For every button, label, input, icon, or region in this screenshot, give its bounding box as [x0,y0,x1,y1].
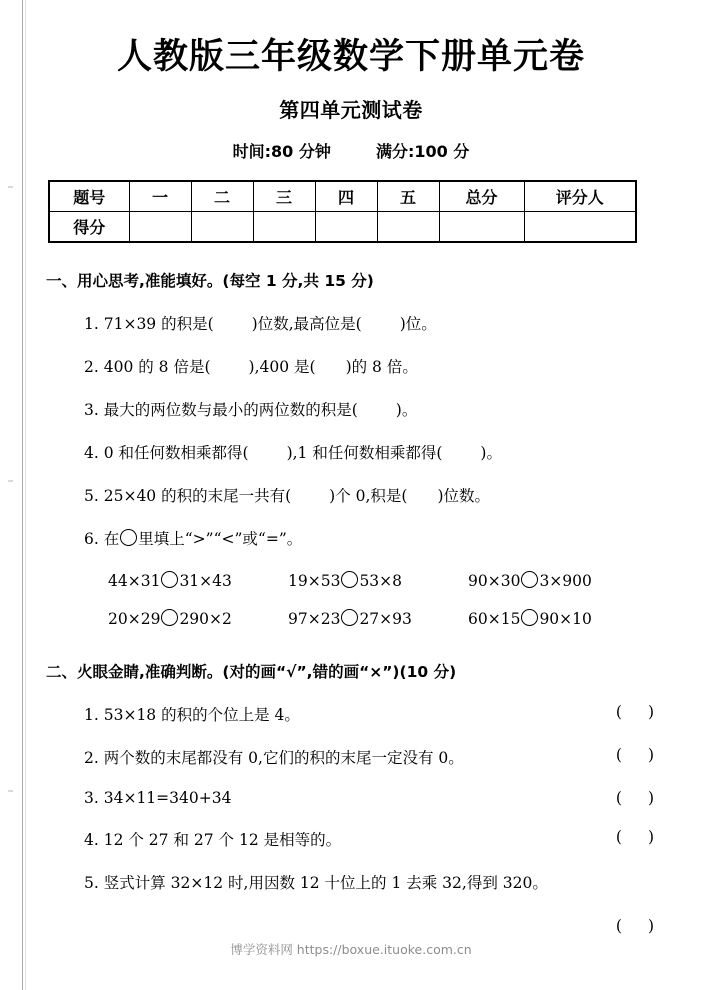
question-text-a: 25×40 的积的末尾一共有( [103,486,292,505]
compare-left: 20×29 [108,609,161,628]
question-number: 4. [84,443,99,462]
answer-parentheses[interactable] [616,746,654,764]
question-number: 4. [84,830,99,849]
compare-left: 90×30 [468,571,521,590]
paren-open: ( [615,788,622,807]
score-cell-3[interactable] [315,211,377,242]
compare-right: 53×8 [359,571,403,590]
page-subtitle: 第四单元测试卷 [279,97,423,122]
question-text-a: 71×39 的积是( [103,314,214,333]
answer-parentheses[interactable] [616,828,654,846]
time-limit: 时间:80 分钟 [232,141,331,161]
question-text: 34×11=340+34 [103,788,232,807]
question-number: 6. [84,529,99,548]
answer-parentheses[interactable] [616,789,654,807]
question-number: 1. [84,314,99,333]
truefalse-2-5-answer-line [0,893,702,937]
paren-close: ) [647,702,654,721]
question-text-b: ),400 是( [248,357,316,376]
score-table-row-label-1: 得分 [49,211,129,242]
compare-right: 3×900 [539,571,592,590]
question-number: 2. [84,357,99,376]
question-1-3 [0,377,702,420]
score-table-row-label-0: 题号 [49,181,129,212]
question-text: 两个数的末尾都没有 0,它们的积的末尾一定没有 0。 [103,748,464,767]
truefalse-2-3 [0,768,702,807]
comparison-row-1 [0,549,702,590]
compare-right: 90×10 [539,609,592,628]
comparison-item [108,571,288,590]
score-cell-1[interactable] [191,211,253,242]
score-table [48,180,637,243]
compare-left: 19×53 [288,571,341,590]
paren-close: ) [647,788,654,807]
score-table-col-4: 五 [377,181,439,212]
comparison-item [288,571,468,590]
compare-circle-icon[interactable] [341,571,358,588]
compare-left: 97×23 [288,609,341,628]
question-number: 1. [84,705,99,724]
section-heading-2: 二、火眼金睛,准确判断。(对的画“√”,错的画“×”)(10 分) [46,662,457,681]
page-title: 人教版三年级数学下册单元卷 [116,37,585,77]
question-text: 竖式计算 32×12 时,用因数 12 十位上的 1 去乘 32,得到 320。 [103,873,548,892]
truefalse-2-5 [0,850,702,893]
compare-circle-icon[interactable] [521,571,538,588]
question-text-a: 400 的 8 倍是( [103,357,211,376]
question-text-a: 在 [103,529,120,548]
compare-left: 60×15 [468,609,521,628]
score-cell-6[interactable] [524,211,636,242]
paren-close: ) [647,916,654,935]
compare-right: 290×2 [179,609,232,628]
truefalse-2-4 [0,807,702,850]
question-text-b: )个 0,积是( [329,486,408,505]
total-score: 满分:100 分 [376,141,470,161]
comparison-item [468,571,648,590]
score-cell-0[interactable] [129,211,191,242]
question-number: 5. [84,486,99,505]
truefalse-2-2 [0,725,702,768]
question-text-a: 0 和任何数相乘都得( [103,443,249,462]
question-1-6 [0,506,702,549]
score-table-value-row [49,211,636,242]
question-text: 12 个 27 和 27 个 12 是相等的。 [103,830,342,849]
compare-circle-icon[interactable] [161,609,178,626]
question-text-b: ),1 和任何数相乘都得( [286,443,443,462]
footer-watermark: 博学资料网 https://boxue.ituoke.com.cn [230,942,472,957]
paren-close: ) [647,827,654,846]
score-cell-4[interactable] [377,211,439,242]
question-1-2 [0,334,702,377]
score-cell-5[interactable] [439,211,524,242]
compare-circle-icon[interactable] [120,529,137,546]
question-number: 3. [84,788,99,807]
exam-meta [0,123,702,162]
question-number: 2. [84,748,99,767]
score-table-col-6: 评分人 [524,181,636,212]
question-text-c: )位数。 [437,486,491,505]
paren-open: ( [615,745,622,764]
score-table-container [0,162,702,243]
question-text-c: )。 [395,400,418,419]
score-table-col-2: 三 [253,181,315,212]
paren-open: ( [615,827,622,846]
comparison-item [108,609,288,628]
comparison-row-2 [0,590,702,628]
score-table-col-5: 总分 [439,181,524,212]
section-heading-1: 一、用心思考,准能填好。(每空 1 分,共 15 分) [46,271,374,290]
question-text: 53×18 的积的个位上是 4。 [103,705,300,724]
question-1-4 [0,420,702,463]
question-1-1 [0,291,702,334]
truefalse-2-1 [0,682,702,725]
paren-open: ( [615,916,622,935]
compare-left: 44×31 [108,571,161,590]
question-text-c: )的 8 倍。 [345,357,418,376]
question-text-a: 最大的两位数与最小的两位数的积是( [103,400,358,419]
paren-open: ( [615,702,622,721]
compare-circle-icon[interactable] [161,571,178,588]
question-number: 5. [84,873,99,892]
score-table-col-1: 二 [191,181,253,212]
answer-parentheses[interactable] [616,703,654,721]
compare-right: 27×93 [359,609,412,628]
score-table-header-row [49,181,636,212]
compare-circle-icon[interactable] [521,609,538,626]
comparison-item [468,609,648,628]
score-table-col-0: 一 [129,181,191,212]
question-text-c: )位。 [399,314,437,333]
comparison-item [288,609,468,628]
question-text-c: )。 [480,443,502,462]
question-text-b: 里填上“>”“<”或“=”。 [138,529,303,548]
paren-close: ) [647,745,654,764]
question-1-5 [0,463,702,506]
score-cell-2[interactable] [253,211,315,242]
question-text-b: )位数,最高位是( [251,314,362,333]
score-table-col-3: 四 [315,181,377,212]
compare-circle-icon[interactable] [341,609,358,626]
answer-parentheses[interactable] [616,917,654,935]
compare-right: 31×43 [179,571,232,590]
question-number: 3. [84,400,99,419]
